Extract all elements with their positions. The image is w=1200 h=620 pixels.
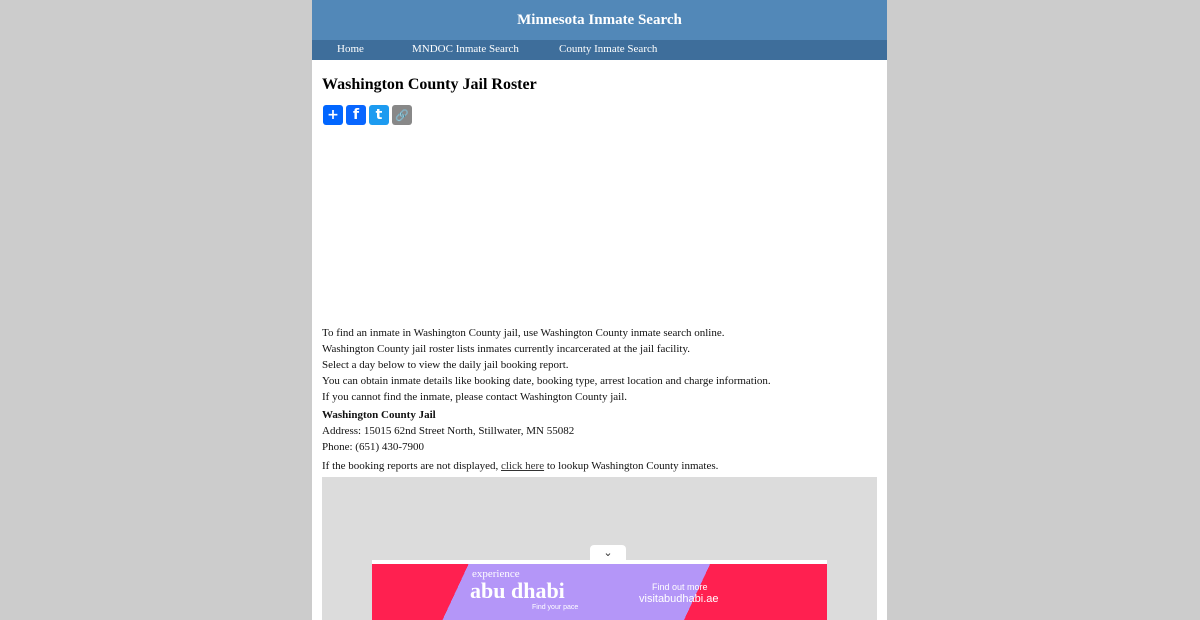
jail-name: Washington County Jail: [322, 409, 436, 421]
copy-link-icon[interactable]: 🔗: [392, 105, 412, 125]
intro-line: You can obtain inmate details like booking date, booking type, arrest location and charge information.: [322, 375, 771, 387]
facebook-icon[interactable]: f: [346, 105, 366, 125]
twitter-icon[interactable]: t: [369, 105, 389, 125]
page: [312, 0, 887, 620]
intro-line: If you cannot find the inmate, please contact Washington County jail.: [322, 391, 628, 403]
ad-url: visitabudhabi.ae: [639, 593, 719, 605]
site-header: [312, 0, 887, 40]
nav-county[interactable]: County Inmate Search: [559, 43, 658, 55]
nav-home[interactable]: Home: [337, 43, 364, 55]
click-here-link[interactable]: click here: [501, 460, 545, 472]
ad-area: [322, 477, 877, 620]
content: [322, 325, 771, 474]
ad-brand-top: experience: [472, 568, 520, 580]
ad-banner[interactable]: [372, 560, 827, 620]
ad-tagline: Find your pace: [532, 604, 579, 611]
intro-line: Washington County jail roster lists inmates currently incarcerated at the jail facility.: [322, 343, 691, 355]
site-title[interactable]: Minnesota Inmate Search: [517, 12, 682, 28]
intro-line: Select a day below to view the daily jail booking report.: [322, 359, 569, 371]
ad-cta: Find out more: [652, 582, 708, 592]
ad-brand: abu dhabi: [470, 578, 565, 603]
jail-phone: Phone: (651) 430-7900: [322, 441, 425, 453]
jail-address: Address: 15015 62nd Street North, Stillwater, MN 55082: [322, 425, 575, 437]
intro-line: To find an inmate in Washington County jail, use Washington County inmate search online.: [322, 327, 725, 339]
nav-bar: [312, 40, 887, 60]
fallback-after: to lookup Washington County inmates.: [544, 460, 719, 472]
nav-mndoc[interactable]: MNDOC Inmate Search: [412, 43, 519, 55]
fallback-text: [322, 458, 771, 474]
share-buttons: [323, 105, 412, 125]
fallback-before: If the booking reports are not displayed,: [322, 460, 502, 472]
chevron-down-icon[interactable]: ⌄: [590, 545, 626, 562]
page-title: Washington County Jail Roster: [322, 76, 537, 93]
share-plus-icon[interactable]: +: [323, 105, 343, 125]
